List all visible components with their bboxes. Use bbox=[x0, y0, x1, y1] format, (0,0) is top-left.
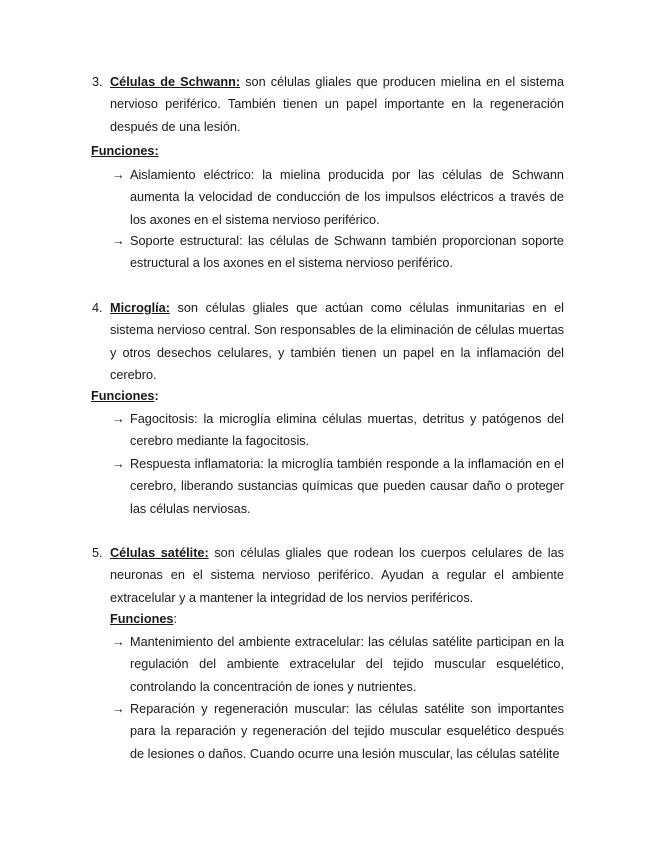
arrow-icon: → bbox=[112, 702, 125, 716]
definition-text: son células gliales que producen mielina en el sistema nervioso periférico. También tienen un papel importante en la regeneración después de una lesión. bbox=[110, 75, 564, 134]
definition-text: son células gliales que rodean los cuerpos celulares de las neuronas en el sistema nervioso periférico. Ayudan a regular el ambiente extracelular y a mantener la integridad de los nervios periféricos. bbox=[110, 546, 565, 605]
bullet-satelite-2 bbox=[112, 698, 564, 765]
bullet-text: Soporte estructural: las células de Schwann también proporcionan soporte estructural a los axones en el sistema nervioso periférico. bbox=[130, 234, 564, 271]
term-microglia: Microglía: bbox=[110, 301, 170, 315]
arrow-icon: → bbox=[112, 412, 125, 426]
list-item-microglia bbox=[92, 297, 564, 387]
bullet-text: Reparación y regeneración muscular: las células satélite son importantes para la reparación y regeneración del tejido muscular esquelético después de lesiones o daños. Cuando ocurre una lesión muscular, las células satélite bbox=[130, 702, 564, 761]
functions-heading-satelite: Funciones: bbox=[110, 612, 177, 626]
term-schwann: Células de Schwann: bbox=[110, 75, 241, 89]
list-number: 3. bbox=[92, 75, 103, 89]
arrow-icon: → bbox=[112, 635, 125, 649]
list-item-satelite bbox=[92, 542, 565, 609]
list-item-schwann bbox=[92, 71, 564, 138]
functions-heading-microglia: Funciones: bbox=[91, 389, 159, 403]
bullet-microglia-1 bbox=[112, 408, 564, 453]
bullet-text: Aislamiento eléctrico: la mielina producida por las células de Schwann aumenta la velocidad de conducción de los impulsos eléctricos a través de los axones en el sistema nervioso periférico. bbox=[130, 168, 564, 227]
bullet-microglia-2 bbox=[112, 453, 564, 520]
definition-text: son células gliales que actúan como células inmunitarias en el sistema nervioso central. Son responsables de la eliminación de células muertas y otros desechos celulares, y también tienen un papel en la inflamación del cerebro. bbox=[110, 301, 564, 383]
bullet-satelite-1 bbox=[112, 631, 564, 698]
bullet-text: Mantenimiento del ambiente extracelular: las células satélite participan en la regulación del ambiente extracelular del tejido muscular esquelético, controlando la concentración de iones y nutrientes. bbox=[130, 635, 564, 694]
bullet-schwann-2 bbox=[112, 230, 564, 275]
arrow-icon: → bbox=[112, 457, 125, 471]
bullet-text: Respuesta inflamatoria: la microglía también responde a la inflamación en el cerebro, liberando sustancias químicas que pueden causar daño o proteger las células nerviosas. bbox=[130, 457, 564, 516]
functions-heading-schwann: Funciones: bbox=[91, 144, 159, 158]
list-number: 4. bbox=[92, 301, 103, 315]
bullet-text: Fagocitosis: la microglía elimina células muertas, detritus y patógenos del cerebro mediante la fagocitosis. bbox=[130, 412, 564, 449]
arrow-icon: → bbox=[112, 168, 125, 182]
arrow-icon: → bbox=[112, 234, 125, 248]
list-number: 5. bbox=[92, 546, 103, 560]
term-satelite: Células satélite: bbox=[110, 546, 209, 560]
bullet-schwann-1 bbox=[112, 164, 564, 231]
